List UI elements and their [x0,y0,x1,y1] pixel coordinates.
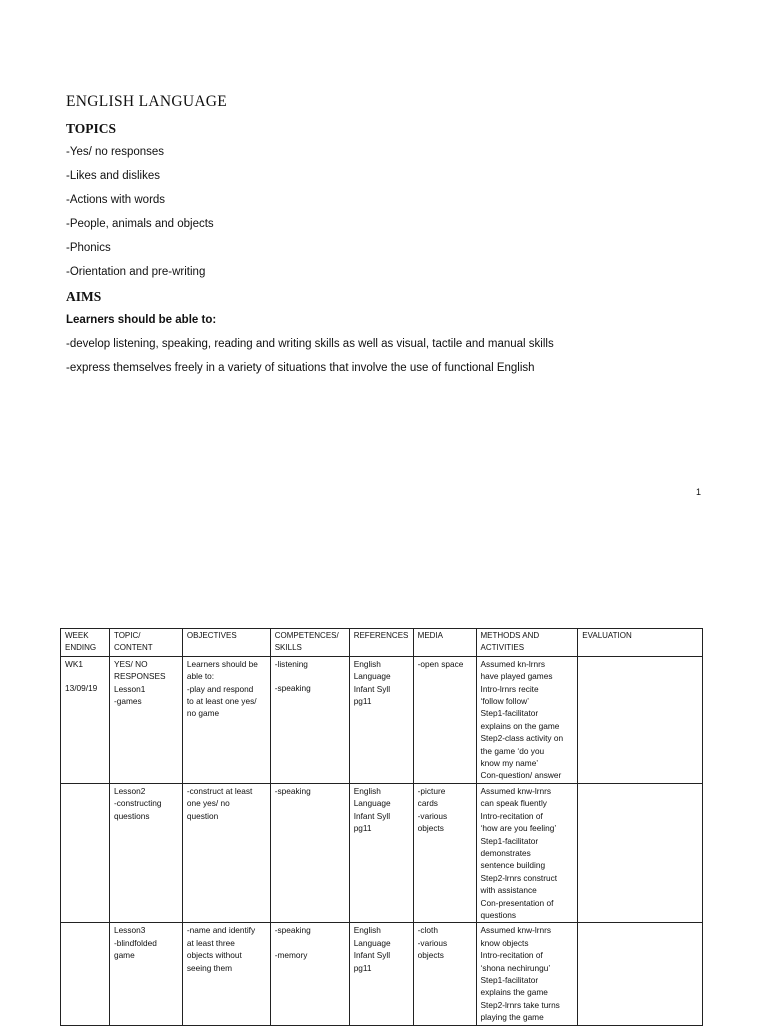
header-references: REFERENCES [349,629,413,657]
evaluation-cell [578,656,703,783]
week-cell [61,783,110,922]
topic-item: -Yes/ no responses [66,146,165,158]
evaluation-cell [578,783,703,922]
table-row [61,783,703,922]
table-header-row [61,629,703,657]
aims-heading: AIMS [66,289,102,304]
topic-cell: YES/ NO RESPONSES Lesson1 -games [109,656,182,783]
competences-cell: -speaking [270,783,349,922]
evaluation-cell [578,923,703,1025]
objectives-cell: -construct at least one yes/ no question [182,783,270,922]
week-cell [61,923,110,1025]
header-competences: COMPETENCES/ SKILLS [270,629,349,657]
methods-cell: Assumed knw-lrnrs can speak fluently Intro-recitation of ‘how are you feeling’ Step1-facilitator demonstrates sentence building Step2-lrnrs construct with assistance Con-presentation of questions [476,783,578,922]
document-title: ENGLISH LANGUAGE [66,93,228,110]
aim-item: -express themselves freely in a variety of situations that involve the use of functional English [66,362,535,374]
header-week: WEEK ENDING [61,629,110,657]
topic-item: -Orientation and pre-writing [66,266,206,278]
media-cell: -open space [413,656,476,783]
objectives-cell: -name and identify at least three objects without seeing them [182,923,270,1025]
header-evaluation: EVALUATION [578,629,703,657]
methods-cell: Assumed kn-lrnrs have played games Intro-lrnrs recite ‘follow follow’ Step1-facilitator explains on the game Step2-class activity on the game ‘do you know my name’ Con-question/ answer [476,656,578,783]
page-number: 1 [696,487,702,497]
references-cell: English Language Infant Syll pg11 [349,783,413,922]
header-media: MEDIA [413,629,476,657]
table-row [61,656,703,783]
media-cell: -picture cards -various objects [413,783,476,922]
topic-item: -People, animals and objects [66,218,214,230]
topic-cell: Lesson2 -constructing questions [109,783,182,922]
topic-item: -Phonics [66,242,111,254]
topic-item: -Likes and dislikes [66,170,160,182]
topic-item: -Actions with words [66,194,166,206]
topic-cell: Lesson3 -blindfolded game [109,923,182,1025]
header-topic: TOPIC/ CONTENT [109,629,182,657]
aims-intro: Learners should be able to: [66,314,217,326]
media-cell: -cloth -various objects [413,923,476,1025]
aim-item: -develop listening, speaking, reading and writing skills as well as visual, tactile and manual skills [66,338,554,350]
header-methods: METHODS AND ACTIVITIES [476,629,578,657]
topics-heading: TOPICS [66,121,117,136]
week-cell: WK1 13/09/19 [61,656,110,783]
competences-cell: -listening -speaking [270,656,349,783]
scheme-table [60,628,703,1026]
competences-cell: -speaking -memory [270,923,349,1025]
objectives-cell: Learners should be able to: -play and respond to at least one yes/ no game [182,656,270,783]
table-row [61,923,703,1025]
references-cell: English Language Infant Syll pg11 [349,656,413,783]
header-objectives: OBJECTIVES [182,629,270,657]
references-cell: English Language Infant Syll pg11 [349,923,413,1025]
methods-cell: Assumed knw-lrnrs know objects Intro-recitation of ‘shona nechirungu’ Step1-facilitator explains the game Step2-lrnrs take turns playing the game [476,923,578,1025]
